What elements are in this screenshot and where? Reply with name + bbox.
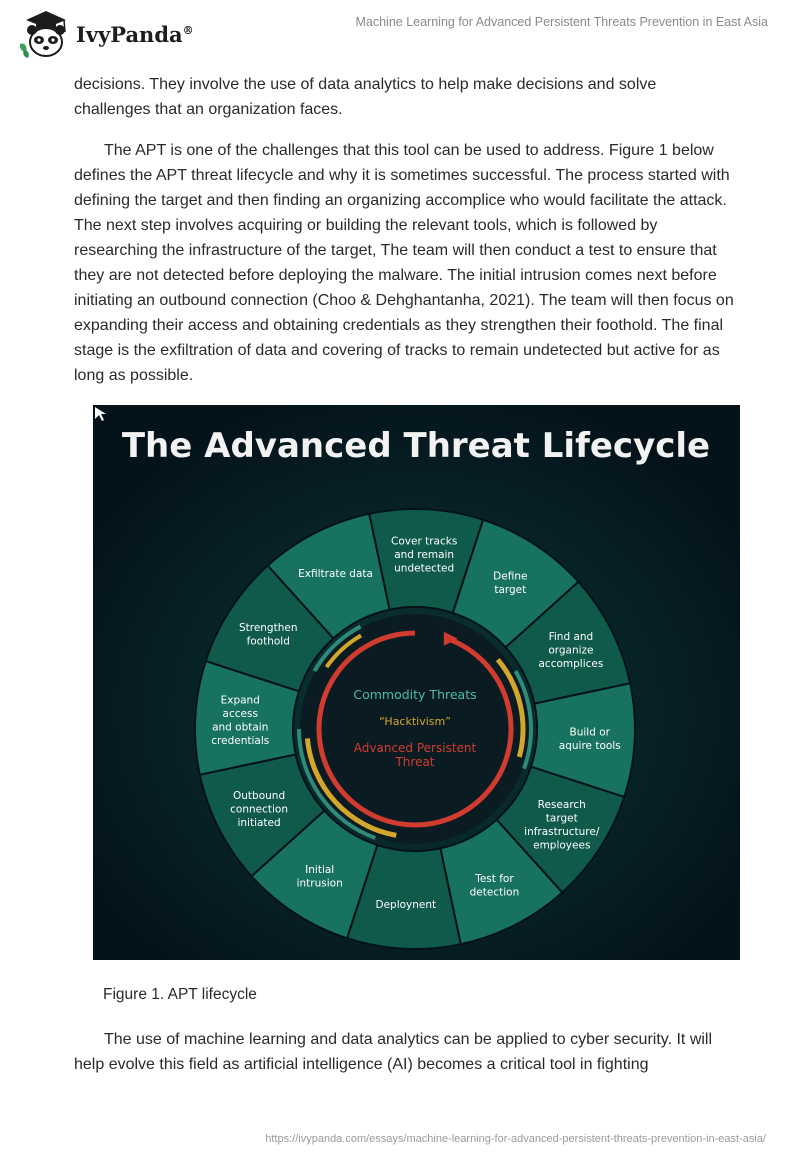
stage-label: connection [230,803,289,816]
stage-label: Find and [548,631,594,644]
stage-label: and obtain [212,721,269,734]
document-title: Machine Learning for Advanced Persistent Threats Prevention in East Asia [355,15,768,29]
stage-label: Initial [305,864,335,877]
stage-label: Outbound [233,789,286,802]
stage-label: Deploynent [375,898,437,911]
stage-label: infrastructure/ [524,826,600,839]
stage-label: Research [537,799,586,812]
stage-label: employees [533,839,591,852]
center-disc [300,614,530,844]
stage-label: aquire tools [558,739,621,752]
stage-label: Expand [220,694,260,707]
figure-title: The Advanced Threat Lifecycle [121,426,711,466]
stage-label: foothold [246,635,290,648]
stage-label: Strengthen [238,621,298,634]
lifecycle-diagram [93,405,740,960]
stage-label: undetected [394,562,455,575]
stage-label: credentials [211,735,270,748]
stage-label: and remain [394,549,455,562]
stage-label: target [494,583,527,596]
stage-label: Exfiltrate data [298,568,373,581]
panda-logo-icon [14,8,74,60]
stage-label: intrusion [296,877,343,890]
footer-url[interactable]: https://ivypanda.com/essays/machine-learning-for-advanced-persistent-threats-prevention-in-east-asia/ [265,1133,766,1145]
center-label-apt-line-1: Advanced Persistent [353,741,477,755]
logo-wordmark: IvyPanda® [76,21,194,47]
apt-lifecycle-figure [93,405,740,960]
stage-label: initiated [237,816,281,829]
figure-caption: Figure 1. APT lifecycle [103,986,257,1003]
body-paragraph-2: The APT is one of the challenges that this tool can be used to address. Figure 1 below defines the APT threat lifecycle and why it is sometimes successful. The process started with defining the target and then finding an organizing accomplice who would facilitate the attack. The next step involves acquiring or building the relevant tools, which is followed by researching the infrastructure of the target, The team will then conduct a test to ensure that they are not detected before deploying the malware. The initial intrusion comes next before initiating an outbound connection (Choo & Dehghantanha, 2021). The team will then focus on expanding their access and obtaining credentials as they strengthen their foothold. The final stage is the exfiltration of data and covering of tracks to remain undetected but active for as long as possible. [74,142,734,384]
stage-label: organize [548,644,594,657]
center-label-commodity: Commodity Threats [353,687,477,702]
stage-label: Cover tracks [391,535,458,548]
stage-label: Build or [569,726,610,739]
ivypanda-logo[interactable] [14,8,194,60]
stage-label: accomplices [538,658,604,671]
page-header [0,0,800,70]
stage-label: Test for [475,873,514,886]
center-label-hacktivism: “Hacktivism” [379,715,451,728]
stage-label: target [545,812,578,825]
stage-label: Define [493,570,528,583]
center-label-apt-line-2: Threat [395,755,435,769]
stage-label: detection [469,886,520,899]
body-paragraph-1: decisions. They involve the use of data analytics to help make decisions and solve challenges that an organization faces. [74,76,657,118]
stage-label: access [222,708,258,721]
body-paragraph-3: The use of machine learning and data analytics can be applied to cyber security. It will help evolve this field as artificial intelligence (AI) becomes a critical tool in fighting [74,1031,713,1073]
